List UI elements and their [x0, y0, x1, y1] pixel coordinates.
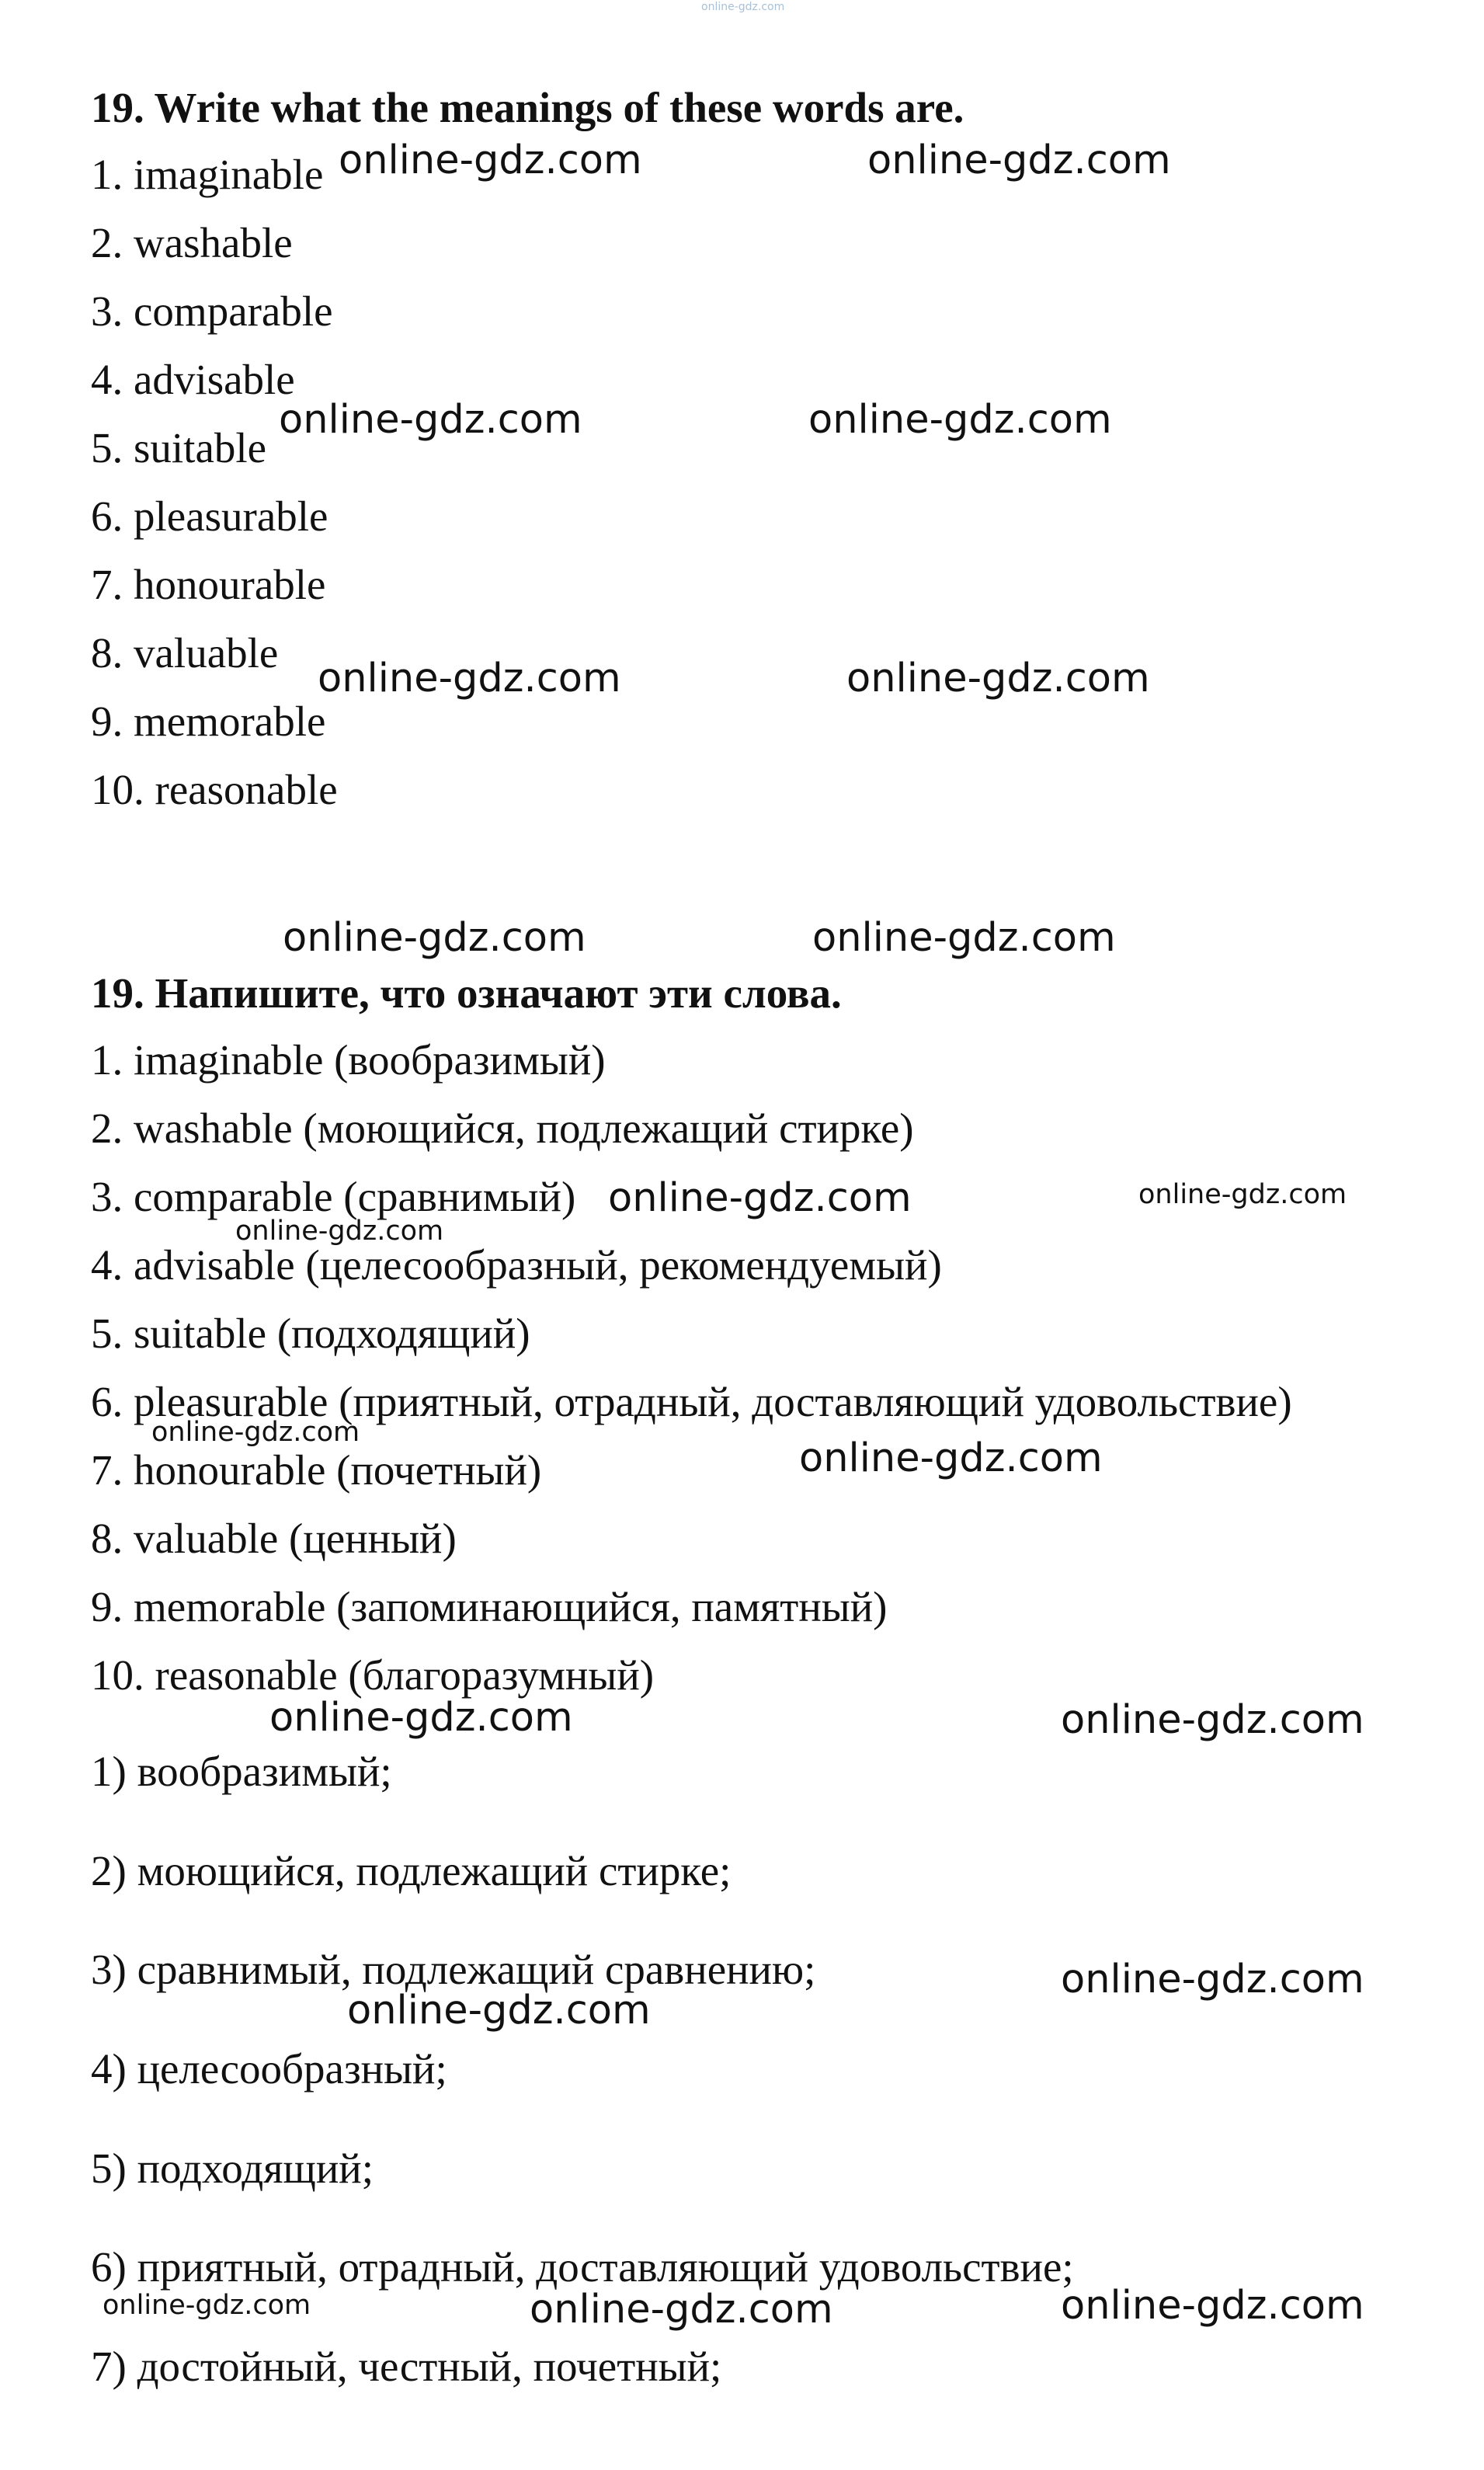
ru-item-4: 4. advisable (целесообразный, рекомендуемый) [91, 1241, 942, 1289]
watermark-6: online-gdz.com [846, 656, 1150, 701]
ru-item-6: 6. pleasurable (приятный, отрадный, доставляющий удовольствие) [91, 1378, 1292, 1425]
en-item-6: 6. pleasurable [91, 492, 328, 540]
answer-item-5: 5) подходящий; [91, 2145, 374, 2192]
exercise-heading-en: 19. Write what the meanings of these words are. [91, 84, 964, 131]
en-item-8: 8. valuable [91, 629, 279, 677]
watermark-7: online-gdz.com [283, 915, 586, 961]
answer-item-3: 3) сравнимый, подлежащий сравнению; [91, 1946, 816, 1993]
watermark-8: online-gdz.com [812, 915, 1116, 961]
ru-item-3: 3. comparable (сравнимый) [91, 1173, 576, 1220]
exercise-heading-ru: 19. Напишите, что означают эти слова. [91, 969, 842, 1017]
en-item-10: 10. reasonable [91, 766, 338, 813]
watermark-13: online-gdz.com [799, 1435, 1103, 1481]
ru-item-9: 9. memorable (запоминающийся, памятный) [91, 1583, 888, 1630]
answer-item-4: 4) целесообразный; [91, 2045, 447, 2093]
ru-item-1: 1. imaginable (вообразимый) [91, 1036, 606, 1084]
en-item-1: 1. imaginable [91, 151, 324, 198]
ru-item-8: 8. valuable (ценный) [91, 1515, 457, 1562]
watermark-2: online-gdz.com [867, 137, 1171, 183]
watermark-20: online-gdz.com [1061, 2283, 1364, 2329]
watermark-5: online-gdz.com [318, 656, 621, 701]
ru-item-2: 2. washable (моющийся, подлежащий стирке) [91, 1105, 914, 1152]
en-item-5: 5. suitable [91, 424, 267, 471]
watermark-9: online-gdz.com [608, 1175, 912, 1221]
answer-item-1: 1) вообразимый; [91, 1748, 392, 1795]
watermark-11: online-gdz.com [235, 1216, 444, 1247]
en-item-9: 9. memorable [91, 698, 326, 745]
ru-item-5: 5. suitable (подходящий) [91, 1310, 530, 1357]
watermark-top: online-gdz.com [701, 1, 785, 13]
watermark-1: online-gdz.com [339, 137, 642, 183]
watermark-14: online-gdz.com [269, 1695, 573, 1741]
watermark-10: online-gdz.com [1138, 1179, 1347, 1210]
watermark-19: online-gdz.com [530, 2287, 833, 2333]
watermark-4: online-gdz.com [808, 397, 1112, 443]
watermark-12: online-gdz.com [151, 1417, 360, 1448]
watermark-18: online-gdz.com [103, 2290, 311, 2321]
answer-item-7: 7) достойный, честный, почетный; [91, 2343, 722, 2390]
answer-item-6: 6) приятный, отрадный, доставляющий удовольствие; [91, 2243, 1074, 2291]
en-item-7: 7. honourable [91, 561, 326, 608]
watermark-15: online-gdz.com [1061, 1697, 1364, 1743]
ru-item-10: 10. reasonable (благоразумный) [91, 1651, 655, 1699]
watermark-17: online-gdz.com [347, 1988, 651, 2033]
watermark-16: online-gdz.com [1061, 1957, 1364, 2002]
en-item-4: 4. advisable [91, 356, 295, 403]
en-item-3: 3. comparable [91, 287, 333, 335]
ru-item-7: 7. honourable (почетный) [91, 1446, 542, 1494]
watermark-3: online-gdz.com [279, 397, 582, 443]
en-item-2: 2. washable [91, 219, 293, 266]
answer-item-2: 2) моющийся, подлежащий стирке; [91, 1847, 732, 1894]
